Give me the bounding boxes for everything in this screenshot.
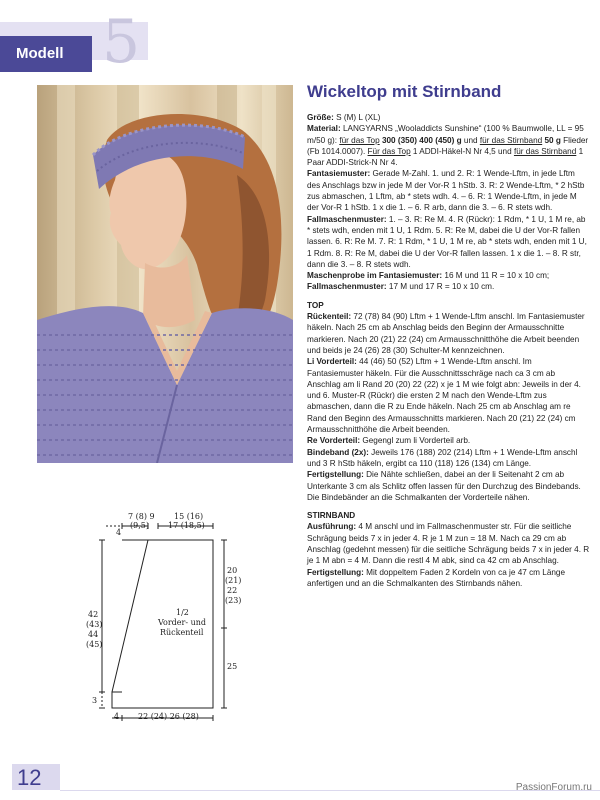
- material-text: 1 ADDI-Häkel-N Nr 4,5 und: [410, 146, 514, 156]
- material-headband-link: für das Stirnband: [513, 146, 577, 156]
- dim-length-4: (45): [86, 640, 103, 649]
- execution-text: 4 M anschl und im Fallmaschenmuster str. Für die seitliche Schrägung beids 7 x in jeder 4. R je 1 M zun = 18 M. Nach ca 29 cm ab Anschlag (gedehnt messen) für die seitliche Schrägung beids 7 x in jeder 4. R je 1 M abn = 4 M. Dann die restl 4 M abk, sind ca 42 cm ab Anschlag.: [307, 522, 590, 566]
- model-number: 5: [102, 7, 141, 77]
- finishing-label: Fertigstellung:: [307, 470, 364, 480]
- dim-armhole-2: (21): [225, 576, 242, 585]
- photo-illustration: [37, 85, 293, 463]
- drop-stitch-paragraph: [307, 214, 590, 270]
- dim-neck-width-sub: (9,5): [130, 521, 149, 530]
- material-text: und: [461, 135, 480, 145]
- finishing-text: Die Nähte schließen, dabei an der li Seitenaht 2 cm ab Unterkante 3 cm als Schlitz offen lassen für den Durchzug des Bindebands. Die Bindebänder an die Schmalkanten der Vorderteile nähen.: [307, 470, 581, 502]
- material-paragraph: [307, 123, 590, 168]
- headband-heading: [307, 510, 590, 521]
- watermark: PassionForum.ru: [515, 782, 592, 793]
- fantasy-pattern-paragraph: [307, 168, 590, 213]
- model-photo: [37, 85, 293, 463]
- dim-length-2: (43): [86, 620, 103, 629]
- section-tab: [0, 36, 92, 72]
- back-text: 72 (78) 84 (90) Lftm + 1 Wende-Lftm anschl. Im Fantasiemuster häkeln. Nach 25 cm ab Anschlag beids den Beginn der Armausschnitte markieren. Nach 20 (21) 22 (24) cm Armausschnitthöhe die Arbeit beenden und beids je 24 (26) 28 (30) Schulter-M kennzeichnen.: [307, 312, 585, 355]
- gauge-label: Maschenprobe im Fantasiemuster:: [307, 271, 443, 281]
- top-heading-text: TOP: [307, 300, 324, 310]
- dim-bottom-four: 4: [114, 712, 120, 721]
- tie-band-paragraph: [307, 447, 590, 470]
- piece-fraction: 1/2: [176, 608, 189, 617]
- gauge-text: 16 M und 11 R = 10 x 10 cm;: [442, 271, 550, 281]
- piece-name-line-1: Vorder- und: [158, 618, 207, 627]
- section-label: Modell: [16, 45, 64, 62]
- dim-neck-width: 7 (8) 9: [128, 512, 155, 521]
- headband-heading-text: STIRNBAND: [307, 511, 356, 521]
- finishing-2-text: Mit doppeltem Faden 2 Kordeln von ca je 47 cm Länge anfertigen und an die Schmalkanten des Stirnbands nähen.: [307, 567, 566, 588]
- size-paragraph: [307, 112, 590, 123]
- gauge-text-2: 17 M und 17 R = 10 x 10 cm.: [386, 282, 495, 292]
- instructions-column: [307, 112, 590, 589]
- dim-top-four: 4: [116, 528, 122, 537]
- dim-armhole-1: 20: [227, 566, 238, 575]
- page-number: 12: [17, 765, 42, 790]
- fantasy-pattern-text: Gerade M-Zahl. 1. und 2. R: 1 Wende-Lftm, in jede Lftm des Anschlags bzw in jede M der Vor-R 1 hStb. 3. R: 2 Wende-Lftm, * 2 hStb zus abmaschen, 1 Lftm, ab * stets wdh. 4. – 6. R: 1 Wende-Lftm, in jede M der Vor-R 1 hStb. 1 x die 1. – 6. R arb, dann die 3. – 6. R stets wdh.: [307, 169, 585, 213]
- execution-paragraph: [307, 521, 590, 566]
- gauge-label-2: Fallmaschenmuster:: [307, 282, 387, 292]
- material-text: 1 Paar ADDI-Strick-N Nr 4.: [307, 146, 584, 168]
- left-front-paragraph: [307, 356, 590, 435]
- dim-bottom-width: 22 (24) 26 (28): [138, 712, 199, 721]
- material-label: Material:: [307, 124, 341, 134]
- tie-band-label: Bindeband (2x):: [307, 447, 369, 457]
- dim-length-1: 42: [88, 610, 99, 619]
- finishing-paragraph: [307, 469, 590, 503]
- dim-lower-side: 25: [227, 662, 238, 671]
- page-number-box: [12, 764, 60, 790]
- material-headband-link: für das Stirnband: [479, 135, 543, 145]
- piece-name-line-2: Rückenteil: [160, 628, 204, 637]
- execution-label: Ausführung:: [307, 522, 357, 532]
- drop-stitch-text: 1. – 3. R: Re M. 4. R (Rückr): 1 Rdm, * 1 U, 1 M re, ab * stets wdh, enden mit 1 U, 1 Rdm. 5. R: Re M, dabei die U der Vor-R fallen lassen. 6. R: Re M. 7. R: 1 Rdm, * 1 U, 1 M re, ab * stets wdh, enden mit 1 U, 1 Rdm. 8. R: Re M, dabei die U der Vor-R fallen lassen. 1 x die 1. – 8. R str, dann die 3. – 8. R stets wdh.: [307, 214, 587, 269]
- dim-shoulder-width: 15 (16): [174, 512, 204, 521]
- dim-armhole-3: 22: [227, 586, 238, 595]
- dim-slit: 3: [92, 696, 98, 705]
- top-heading: [307, 300, 590, 311]
- fantasy-pattern-label: Fantasiemuster:: [307, 169, 371, 179]
- back-paragraph: [307, 311, 590, 356]
- schematic-diagram: [86, 510, 252, 730]
- dim-armhole-4: (23): [225, 596, 242, 605]
- right-front-paragraph: [307, 435, 590, 446]
- material-text: LANGYARNS „Wooladdicts Sunshine“ (100 % Baumwolle, LL = 95 m/50 g):: [307, 124, 584, 145]
- back-label: Rückenteil:: [307, 312, 352, 322]
- pattern-title: Wickeltop mit Stirnband: [307, 82, 502, 101]
- dim-length-3: 44: [88, 630, 99, 639]
- gauge-paragraph: [307, 270, 590, 293]
- right-front-label: Re Vorderteil:: [307, 436, 361, 446]
- size-text: S (M) L (XL): [333, 113, 381, 122]
- drop-stitch-label: Fallmaschenmuster:: [307, 214, 387, 224]
- material-top-link: für das Top: [339, 135, 380, 145]
- left-front-text: 44 (46) 50 (52) Lftm + 1 Wende-Lftm anschl. Im Fantasiemuster häkeln. Für die Ausschnittsschräge nach ca 3 cm ab Anschlag am li Rand 20 (20) 22 (22) x je 1 M wie folgt abn: Jeweils in der 4. und 6. Muster-R (Rückr) die ersten 2 M nach den Wende-Lftm zus abmaschen, dann die R zu Ende häkeln. Nach 25 cm ab Anschlag am re Rand den Beginn des Armausschnitts markieren. Nach 20 (21) 22 (24) cm Armausschnitthöhe die Arbeit beenden.: [307, 357, 581, 435]
- right-front-text: Gegengl zum li Vorderteil arb.: [360, 436, 471, 446]
- finishing-2-paragraph: [307, 567, 590, 590]
- dim-shoulder-width-sub: 17 (18,5): [168, 521, 205, 530]
- material-top-link: Für das Top: [367, 146, 411, 156]
- tie-band-text: Jeweils 176 (188) 202 (214) Lftm + 1 Wende-Lftm anschl und 3 R hStb häkeln, ergibt ca 110 (118) 126 (134) cm Länge.: [307, 447, 578, 468]
- material-headband-amount: 50 g: [544, 135, 561, 145]
- left-front-label: Li Vorderteil:: [307, 357, 357, 367]
- material-top-amount: 300 (350) 400 (450) g: [381, 135, 462, 145]
- size-label: Größe:: [307, 113, 334, 122]
- material-text: Flieder (Fb 1014.0007).: [307, 135, 589, 156]
- finishing-2-label: Fertigstellung:: [307, 567, 364, 577]
